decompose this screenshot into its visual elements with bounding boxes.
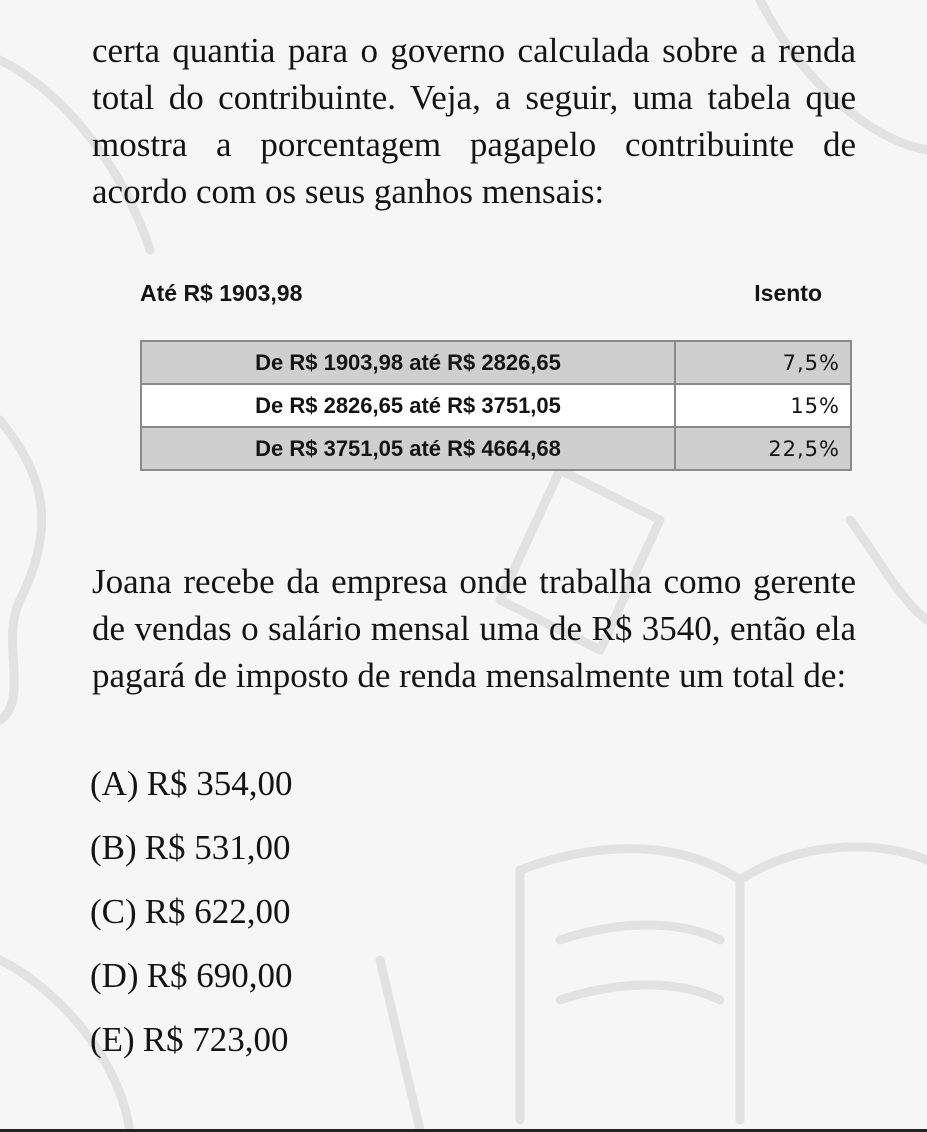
bracket-range-cell: De R$ 2826,65 até R$ 3751,05 [141,384,675,427]
option-text: R$ 531,00 [144,828,291,867]
first-bracket-range: Até R$ 1903,98 [140,280,303,306]
tax-table [140,340,852,471]
bracket-rate-cell: 7,5% [675,341,851,384]
option-text: R$ 622,00 [144,892,291,931]
bracket-range-cell: De R$ 3751,05 até R$ 4664,68 [141,427,675,470]
answer-options-list [90,764,292,1084]
bracket-range-cell: De R$ 1903,98 até R$ 2826,65 [141,341,675,384]
answer-option-c[interactable] [90,892,292,956]
option-letter: (E) [90,1020,135,1059]
table-row [141,384,851,427]
bracket-rate-cell: 22,5% [675,427,851,470]
option-letter: (B) [90,828,137,867]
bracket-rate-cell: 15% [675,384,851,427]
option-letter: (C) [90,892,137,931]
question-paragraph: Joana recebe da empresa onde trabalha como gerente de vendas o salário mensal uma de R$ 3540, então ela pagará de imposto de renda mensalmente um total de: [92,562,856,695]
option-letter: (A) [90,764,139,803]
option-text: R$ 690,00 [146,956,293,995]
table-row [141,341,851,384]
option-text: R$ 354,00 [146,764,293,803]
answer-option-b[interactable] [90,828,292,892]
first-bracket-rate: Isento [754,280,822,306]
option-letter: (D) [90,956,139,995]
table-row [141,427,851,470]
intro-paragraph: certa quantia para o governo calculada sobre a renda total do contribuinte. Veja, a seguir, uma tabela que mostra a porcentagem pagapelo contribuinte de acordo com os seus ganhos mensais: [92,31,856,211]
answer-option-e[interactable] [90,1020,292,1084]
answer-option-a[interactable] [90,764,292,828]
answer-option-d[interactable] [90,956,292,1020]
option-text: R$ 723,00 [142,1020,289,1059]
